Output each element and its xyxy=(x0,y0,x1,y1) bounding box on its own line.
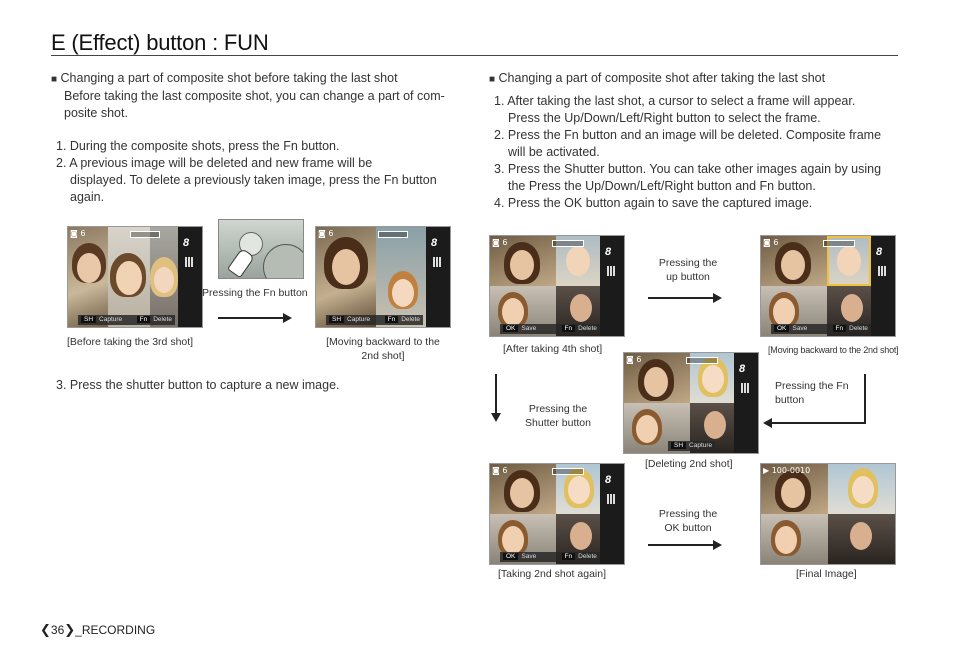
camera-screen-moving-backward xyxy=(315,226,451,328)
right-step-1-cont: Press the Up/Down/Left/Right button to select the frame. xyxy=(508,111,821,125)
photo-frame xyxy=(316,227,376,327)
osd-hint: SH Capture Fn Delete xyxy=(78,315,175,325)
left-step-2: 2. A previous image will be deleted and new frame will be xyxy=(56,156,373,170)
quality-icon xyxy=(878,266,886,276)
caption-moving-backward xyxy=(310,335,456,363)
camera-back-illustration xyxy=(218,219,304,279)
camera-screen-before-3rd xyxy=(67,226,203,328)
left-step-2-cont: again. xyxy=(70,190,105,204)
resolution-icon: 8 xyxy=(605,474,612,486)
title-rule xyxy=(51,55,898,56)
osd-hint: OK Save Fn Delete xyxy=(500,324,600,334)
caption-after-4th: [After taking 4th shot] xyxy=(503,343,603,355)
osd-side-panel xyxy=(600,464,624,564)
bullet-icon: ■ xyxy=(51,74,58,85)
pressing-up-label: Pressing the up button xyxy=(658,257,718,283)
camera-screen-final xyxy=(760,463,896,565)
camera-screen-deleting-2nd xyxy=(623,352,759,454)
osd-hint: SH Capture xyxy=(668,441,715,451)
right-step-3: 3. Press the Shutter button. You can take other images again by using xyxy=(494,162,882,176)
page-number: 36 xyxy=(50,623,65,637)
pressing-fn-label-right: Pressing the Fn button xyxy=(775,380,849,406)
mode-icon: ◙ 6 xyxy=(70,229,86,238)
pressing-shutter-label: Pressing the Shutter button xyxy=(525,403,591,429)
resolution-icon: 8 xyxy=(876,246,883,258)
left-heading-text: Changing a part of composite shot before taking the last shot xyxy=(60,71,398,85)
bracket-right-icon: ❯ xyxy=(64,622,76,637)
osd-side-panel xyxy=(426,227,450,327)
caption-before-3rd: [Before taking the 3rd shot] xyxy=(67,336,194,348)
resolution-icon: 8 xyxy=(183,237,190,249)
progress-bar xyxy=(552,468,584,475)
right-heading xyxy=(489,70,899,88)
pressing-ok-label: Pressing the OK button xyxy=(658,508,718,534)
right-section xyxy=(489,70,899,212)
resolution-icon: 8 xyxy=(605,246,612,258)
camera-screen-taking-again xyxy=(489,463,625,565)
quality-icon xyxy=(741,383,749,393)
caption-line: 2nd shot] xyxy=(361,350,405,362)
osd-side-panel xyxy=(600,236,624,336)
right-step-3-cont: the Press the Up/Down/Left/Right button and Fn button. xyxy=(508,179,816,193)
right-step-1: 1. After taking the last shot, a cursor to select a frame will appear. xyxy=(494,94,856,108)
osd-side-panel xyxy=(871,236,895,336)
right-heading-text: Changing a part of composite shot after taking the last shot xyxy=(498,71,826,85)
arrow-right-icon xyxy=(648,297,720,299)
playback-icon: ▶ 100-0010 xyxy=(763,466,811,475)
left-intro-line: Before taking the last composite shot, you can change a part of com- xyxy=(64,89,445,103)
resolution-icon: 8 xyxy=(739,363,746,375)
photo-frame xyxy=(150,227,178,327)
arrow-right-icon xyxy=(218,317,290,319)
progress-bar xyxy=(378,231,408,238)
photo-frame xyxy=(828,464,895,514)
osd-side-panel xyxy=(178,227,202,327)
progress-bar xyxy=(130,231,160,238)
quality-icon xyxy=(607,494,615,504)
left-intro-line: posite shot. xyxy=(64,106,128,120)
right-step-2-cont: will be activated. xyxy=(508,145,600,159)
caption-line: [Moving backward to the xyxy=(326,336,440,348)
progress-bar xyxy=(823,240,855,247)
photo-frame xyxy=(68,227,108,327)
mode-icon: ◙ 6 xyxy=(492,466,508,475)
left-step-3: 3. Press the shutter button to capture a new image. xyxy=(56,378,340,392)
dpad-icon xyxy=(263,244,304,279)
arrow-down-icon xyxy=(495,374,497,414)
osd-hint: OK Save Fn Delete xyxy=(771,324,871,334)
photo-frame xyxy=(376,227,426,327)
left-heading xyxy=(51,70,461,88)
right-step-4: 4. Press the OK button again to save the captured image. xyxy=(494,196,813,210)
resolution-icon: 8 xyxy=(431,237,438,249)
photo-frame xyxy=(761,514,828,564)
caption-deleting-2nd: [Deleting 2nd shot] xyxy=(645,458,733,470)
pressing-fn-label: Pressing the Fn button xyxy=(202,287,308,299)
left-section xyxy=(51,70,461,206)
mode-icon: ◙ 6 xyxy=(626,355,642,364)
quality-icon xyxy=(433,257,441,267)
mode-icon: ◙ 6 xyxy=(763,238,779,247)
quality-icon xyxy=(185,257,193,267)
progress-bar xyxy=(686,357,718,364)
arrow-right-icon xyxy=(648,544,720,546)
camera-screen-after-4th xyxy=(489,235,625,337)
photo-frame xyxy=(828,514,895,564)
camera-screen-moving-2nd xyxy=(760,235,896,337)
bracket-left-icon: ❮ xyxy=(40,622,51,637)
page-title: E (Effect) button : FUN xyxy=(51,30,269,55)
right-step-2: 2. Press the Fn button and an image will be deleted. Composite frame xyxy=(494,128,882,142)
osd-hint: SH Capture Fn Delete xyxy=(326,315,423,325)
bullet-icon: ■ xyxy=(489,74,496,85)
osd-side-panel xyxy=(734,353,758,453)
mode-icon: ◙ 6 xyxy=(318,229,334,238)
left-step-1: 1. During the composite shots, press the Fn button. xyxy=(56,139,340,153)
section-label: _RECORDING xyxy=(75,623,156,637)
quality-icon xyxy=(607,266,615,276)
arrow-left-icon xyxy=(771,422,866,424)
caption-moving-2nd: [Moving backward to the 2nd shot] xyxy=(768,345,899,355)
caption-final: [Final Image] xyxy=(796,568,857,580)
arrow-connector xyxy=(864,374,866,424)
photo-frame xyxy=(108,227,150,327)
osd-hint: OK Save Fn Delete xyxy=(500,552,600,562)
page-footer xyxy=(40,622,155,638)
mode-icon: ◙ 6 xyxy=(492,238,508,247)
progress-bar xyxy=(552,240,584,247)
left-step-2-cont: displayed. To delete a previously taken image, press the Fn button xyxy=(70,173,437,187)
caption-taking-again: [Taking 2nd shot again] xyxy=(498,568,606,580)
